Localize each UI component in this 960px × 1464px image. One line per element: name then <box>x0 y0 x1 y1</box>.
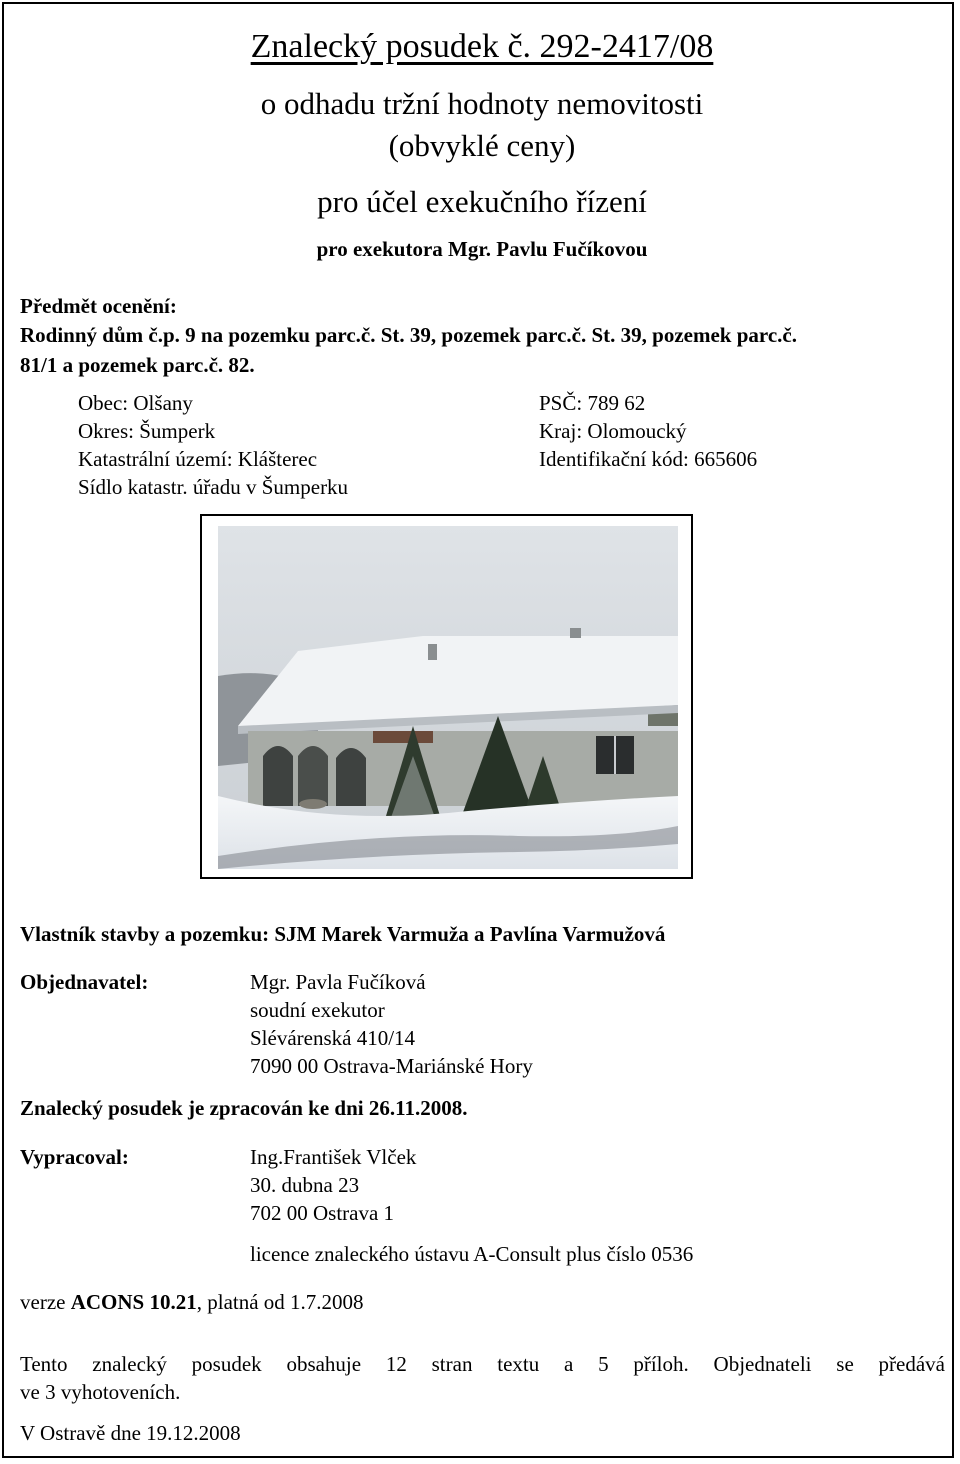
property-photo <box>200 514 693 879</box>
footer-place-date: V Ostravě dne 19.12.2008 <box>20 1421 241 1445</box>
author-city: 702 00 Ostrava 1 <box>250 1201 395 1225</box>
location-sidlo: Sídlo katastr. úřadu v Šumperku <box>78 475 349 499</box>
version-product: ACONS 10.21 <box>70 1290 197 1314</box>
version-line <box>20 1290 364 1315</box>
location-kraj: Kraj: Olomoucký <box>539 419 687 443</box>
client-city: 7090 00 Ostrava-Mariánské Hory <box>250 1054 533 1078</box>
document-purpose: pro účel exekučního řízení <box>317 184 647 219</box>
client-role: soudní exekutor <box>250 998 385 1022</box>
location-katastr: Katastrální území: Klášterec <box>78 447 318 471</box>
document-recipient: pro exekutora Mgr. Pavlu Fučíkovou <box>316 237 648 261</box>
prepared-date: Znalecký posudek je zpracován ke dni 26.11.2008. <box>20 1096 468 1120</box>
footer-pages-line1: Tento znalecký posudek obsahuje 12 stran textu a 5 příloh. Objednateli se předává <box>20 1352 945 1376</box>
client-label: Objednavatel: <box>20 970 149 994</box>
version-suffix: , platná od 1.7.2008 <box>196 1290 364 1314</box>
location-okres: Okres: Šumperk <box>78 419 216 443</box>
house-in-snow-photo <box>218 526 678 869</box>
document-title: Znalecký posudek č. 292-2417/08 <box>250 28 714 65</box>
author-street: 30. dubna 23 <box>250 1173 360 1197</box>
client-street: Slévárenská 410/14 <box>250 1026 416 1050</box>
subject-label: Předmět ocenění: <box>20 294 177 318</box>
location-psc: PSČ: 789 62 <box>539 391 646 415</box>
document-subtitle-line2: (obvyklé ceny) <box>388 128 576 163</box>
owner-line: Vlastník stavby a pozemku: SJM Marek Varmuža a Pavlína Varmužová <box>20 922 666 946</box>
location-obec: Obec: Olšany <box>78 391 193 415</box>
author-name: Ing.František Vlček <box>250 1145 417 1169</box>
version-prefix: verze <box>20 1290 71 1314</box>
author-license: licence znaleckého ústavu A-Consult plus číslo 0536 <box>250 1242 694 1266</box>
location-kod: Identifikační kód: 665606 <box>539 447 758 471</box>
subject-line2: 81/1 a pozemek parc.č. 82. <box>20 353 255 377</box>
document-subtitle-line1: o odhadu tržní hodnoty nemovitosti <box>260 86 704 121</box>
footer-pages-line2: ve 3 vyhotoveních. <box>20 1380 181 1404</box>
author-label: Vypracoval: <box>20 1145 129 1169</box>
client-name: Mgr. Pavla Fučíková <box>250 970 426 994</box>
subject-line1: Rodinný dům č.p. 9 na pozemku parc.č. St. 39, pozemek parc.č. St. 39, pozemek parc.č. <box>20 323 797 347</box>
